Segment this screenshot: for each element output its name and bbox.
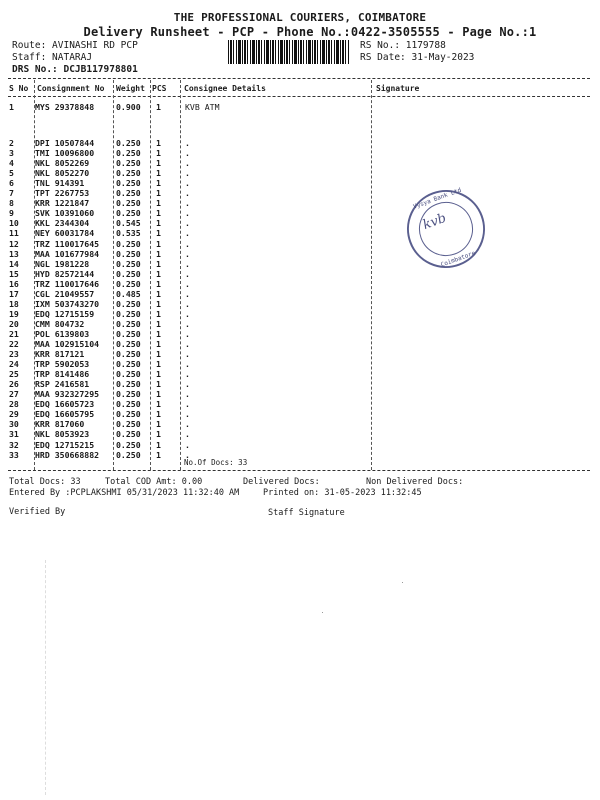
col-consignee-header: Consignee Details [184,84,266,93]
entered-by: Entered By :PCPLAKSHMI 05/31/2023 11:32:40 AM [9,488,240,498]
stamp-top-text: Vysya Bank Ltd [412,186,463,211]
header-divider-top [8,78,590,79]
row-consignment-no: KRR 817121 [35,349,85,360]
verified-by: Verified By [9,507,66,517]
scan-mark [45,560,46,795]
row-sno: 15 [9,268,19,279]
row-pcs: 1 [156,308,161,319]
row-consignment-no: POL 6139803 [35,328,90,339]
row-consignment-no: DPI 10507844 [35,138,95,148]
row-sno: 17 [9,288,19,299]
row-consignee: . [185,198,190,209]
row-pcs: 1 [156,168,161,179]
staff-signature: Staff Signature [268,508,345,518]
row-pcs: 1 [156,399,161,410]
row-consignment-no: MAA 932327295 [35,389,100,400]
staff-label: Staff: NATARAJ [12,52,93,63]
col-signature-header: Signature [376,84,420,93]
row-sno: 31 [9,429,19,440]
row-pcs: 1 [156,208,161,219]
row-pcs: 1 [156,178,161,189]
row-consignment-no: EDQ 16605723 [35,399,95,410]
header-divider-bottom [8,96,590,97]
row-pcs: 1 [156,158,161,169]
row-pcs: 1 [156,409,161,420]
row-consignee: . [185,168,190,179]
row-pcs: 1 [156,379,161,390]
row-weight: 0.250 [116,148,141,159]
row-consignee: . [185,188,190,199]
col-divider [150,80,151,470]
row-consignee: . [185,258,190,269]
row-weight: 0.250 [116,168,141,179]
row-pcs: 1 [156,228,161,239]
rs-number: RS No.: 1179788 [360,40,446,51]
row-consignee: . [185,298,190,309]
row-consignment-no: HYD 82572144 [35,268,95,279]
row-sno: 10 [9,218,19,229]
row-pcs: 1 [156,278,161,289]
stamp-bottom-text: Coimbatore [439,249,477,269]
row-weight: 0.250 [116,389,141,400]
row-pcs: 1 [156,238,161,249]
row-consignee: . [185,318,190,329]
row-sno: 5 [9,168,14,179]
row-sno: 20 [9,318,19,329]
row-sno: 28 [9,399,19,410]
row-pcs: 1 [156,198,161,209]
row-consignee: . [185,439,190,450]
non-delivered-docs: Non Delivered Docs: [366,477,464,487]
row-consignee: . [185,409,190,420]
row-pcs: 1 [156,339,161,349]
rs-date: RS Date: 31-May-2023 [360,52,475,63]
row-pcs: 1 [156,389,161,400]
row-sno: 9 [9,208,14,219]
col-divider [113,80,114,470]
row-consignment-no: TRZ 110017645 [35,238,100,249]
row-pcs: 1 [156,439,161,450]
row-sno: 2 [9,138,14,148]
row-sno: 6 [9,178,14,189]
row-weight: 0.250 [116,238,141,249]
row-pcs: 1 [156,148,161,159]
row-consignment-no: NGL 1981228 [35,258,90,269]
row-consignment-no: TPT 2267753 [35,188,90,199]
row-consignee: . [185,349,190,360]
row-pcs: 1 [156,258,161,269]
row-consignee: . [185,148,190,159]
row-consignee: . [185,328,190,339]
row-weight: 0.250 [116,449,141,460]
row-pcs: 1 [156,218,161,229]
row-consignment-no: KRR 1221847 [35,198,90,209]
row-consignment-no: RSP 2416581 [35,379,90,390]
row-sno: 1 [9,102,14,112]
row-pcs: 1 [156,288,161,299]
row-sno: 23 [9,349,19,360]
row-consignment-no: MAA 102915104 [35,339,100,349]
row-consignee: . [185,359,190,370]
row-consignee: . [185,268,190,279]
row-consignment-no: EDQ 16605795 [35,409,95,420]
row-weight: 0.250 [116,248,141,259]
row-consignee: . [185,228,190,239]
row-pcs: 1 [156,429,161,440]
row-pcs: 1 [156,349,161,360]
row-sno: 27 [9,389,19,400]
row-consignee: . [185,429,190,440]
row-consignee: . [185,399,190,410]
row-consignment-no: SVK 10391060 [35,208,95,219]
route-label: Route: AVINASHI RD PCP [12,40,138,51]
row-weight: 0.250 [116,258,141,269]
row-consignee: . [185,389,190,400]
row-consignee: . [185,158,190,169]
row-consignment-no: MAA 101677984 [35,248,100,259]
row-consignment-no: TRZ 110017646 [35,278,100,289]
row-consignee: . [185,208,190,219]
row-weight: 0.250 [116,439,141,450]
row-consignment-no: NKL 8052270 [35,168,90,179]
row-weight: 0.250 [116,318,141,329]
row-consignment-no: TRP 5902053 [35,359,90,370]
row-consignment-no: MYS 29378848 [35,102,95,112]
row-consignee: . [185,248,190,259]
row-weight: 0.535 [116,228,141,239]
row-weight: 0.250 [116,298,141,309]
row-consignee: . [185,278,190,289]
barcode-icon [228,40,350,64]
row-consignee: . [185,288,190,299]
row-consignment-no: EDQ 12715159 [35,308,95,319]
row-sno: 8 [9,198,14,209]
row-consignee: . [185,218,190,229]
row-weight: 0.250 [116,158,141,169]
row-weight: 0.250 [116,339,141,349]
row-pcs: 1 [156,268,161,279]
scan-speck [322,612,323,613]
drs-number: DRS No.: DCJB117978801 [12,64,138,75]
row-sno: 7 [9,188,14,199]
row-consignee: . [185,369,190,380]
row-sno: 12 [9,238,19,249]
row-consignee: . [185,178,190,189]
row-weight: 0.250 [116,379,141,390]
row-sno: 14 [9,258,19,269]
row-consignee: . [185,449,190,460]
row-consignment-no: IXM 503743270 [35,298,100,309]
row-weight: 0.900 [116,102,141,112]
row-sno: 18 [9,298,19,309]
row-weight: 0.250 [116,399,141,410]
row-consignment-no: HRD 350668882 [35,449,100,460]
row-pcs: 1 [156,359,161,370]
row-weight: 0.250 [116,359,141,370]
total-cod-amount: Total COD Amt: 0.00 [105,477,203,487]
company-title: THE PROFESSIONAL COURIERS, COIMBATORE [173,11,427,24]
row-consignment-no: KRR 817060 [35,419,85,430]
col-weight-header: Weight [116,84,145,93]
row-pcs: 1 [156,298,161,309]
row-consignment-no: KKL 2344304 [35,218,90,229]
row-sno: 26 [9,379,19,390]
row-sno: 13 [9,248,19,259]
row-consignee: . [185,339,190,349]
row-sno: 3 [9,148,14,159]
row-sno: 22 [9,339,19,349]
row-sno: 19 [9,308,19,319]
row-consignee: . [185,308,190,319]
row-consignment-no: TRP 8141486 [35,369,90,380]
row-sno: 33 [9,449,19,460]
row-sno: 30 [9,419,19,430]
row-consignment-no: CMM 804732 [35,318,85,329]
row-consignee: . [185,138,190,148]
row-consignment-no: NKL 8053923 [35,429,90,440]
row-sno: 25 [9,369,19,380]
delivered-docs: Delivered Docs: [243,477,320,487]
stamp-center-text: kvb [421,210,449,234]
row-consignment-no: NKL 8052269 [35,158,90,169]
row-weight: 0.250 [116,278,141,289]
total-docs: Total Docs: 33 [9,477,81,487]
row-weight: 0.250 [116,349,141,360]
row-sno: 24 [9,359,19,370]
row-consignment-no: TMI 10096800 [35,148,95,159]
row-weight: 0.250 [116,308,141,319]
row-pcs: 1 [156,369,161,380]
bank-seal-stamp [396,179,496,279]
row-weight: 0.250 [116,138,141,148]
col-pcs-header: PCS [152,84,167,93]
row-sno: 16 [9,278,19,289]
row-pcs: 1 [156,102,161,112]
runsheet-subtitle: Delivery Runsheet - PCP - Phone No.:0422-3505555 - Page No.:1 [83,25,537,39]
row-consignee: KVB ATM [185,102,220,112]
row-sno: 4 [9,158,14,169]
row-pcs: 1 [156,449,161,460]
row-weight: 0.250 [116,198,141,209]
row-weight: 0.250 [116,409,141,420]
col-divider [180,80,181,470]
row-weight: 0.250 [116,429,141,440]
row-weight: 0.250 [116,268,141,279]
printed-on: Printed on: 31-05-2023 11:32:45 [263,488,422,498]
row-weight: 0.250 [116,208,141,219]
col-divider [371,80,372,470]
row-sno: 32 [9,439,19,450]
row-pcs: 1 [156,188,161,199]
row-pcs: 1 [156,419,161,430]
row-pcs: 1 [156,318,161,329]
row-consignment-no: CGL 21049557 [35,288,95,299]
table-divider-bottom [8,470,590,471]
no-of-docs: No.Of Docs: 33 [184,458,248,467]
row-pcs: 1 [156,248,161,259]
row-weight: 0.250 [116,188,141,199]
row-pcs: 1 [156,138,161,148]
row-consignee: . [185,379,190,390]
row-sno: 29 [9,409,19,420]
row-sno: 11 [9,228,19,239]
scan-speck [402,582,403,583]
row-sno: 21 [9,328,19,339]
row-weight: 0.250 [116,328,141,339]
row-consignment-no: NEY 60031784 [35,228,95,239]
row-weight: 0.250 [116,178,141,189]
col-sno-header: S No [9,84,29,93]
row-weight: 0.250 [116,369,141,380]
row-consignee: . [185,419,190,430]
row-pcs: 1 [156,328,161,339]
row-weight: 0.485 [116,288,141,299]
row-consignee: . [185,238,190,249]
row-weight: 0.250 [116,419,141,430]
row-weight: 0.545 [116,218,141,229]
row-consignment-no: TNL 914391 [35,178,85,189]
row-consignment-no: EDQ 12715215 [35,439,95,450]
col-consignment-header: Consignment No [37,84,105,93]
